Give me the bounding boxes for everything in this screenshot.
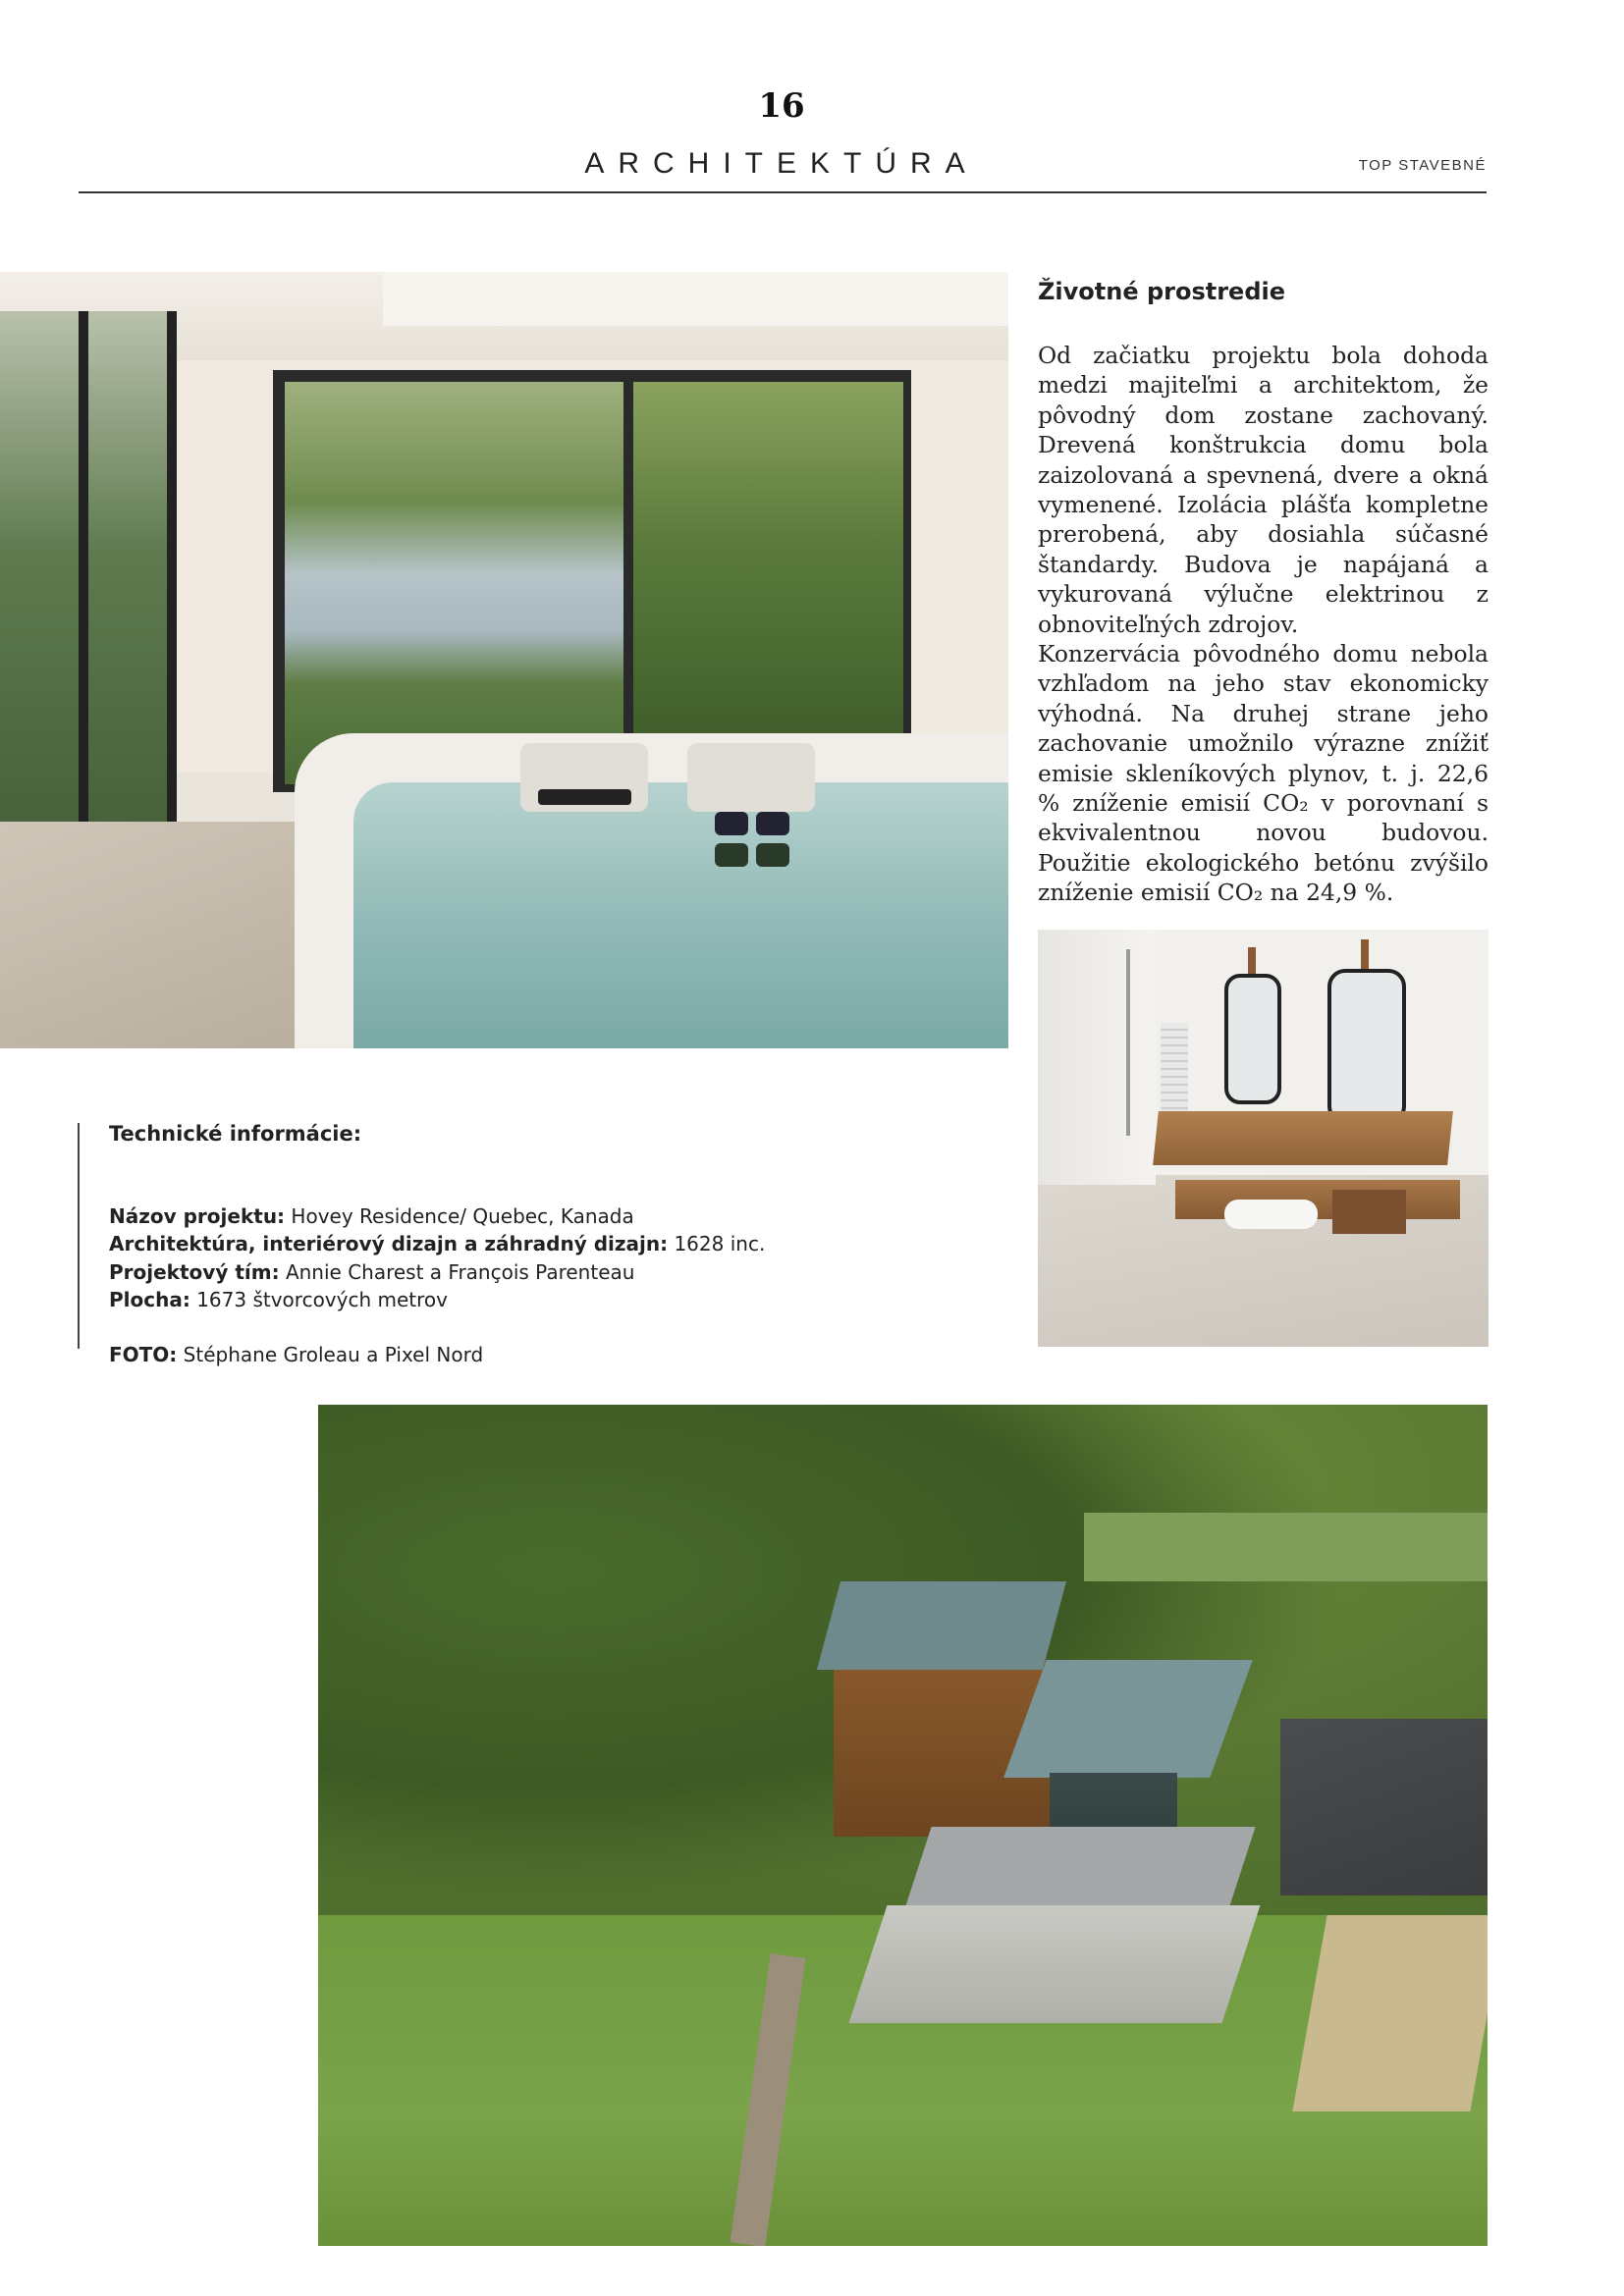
photo-jet bbox=[715, 812, 748, 835]
photo-window-pane-lake bbox=[285, 382, 623, 784]
bathroom-photo bbox=[1038, 930, 1489, 1347]
aerial-house-photo bbox=[318, 1405, 1488, 2246]
body-paragraph: Od začiatku projektu bola dohoda medzi majiteľmi a architektom, že pôvodný dom zostane zachovaný. Drevená konštrukcia domu bola zaizolovaná a spevnená, dvere a okná vymenené. Izolácia plášťa kompletne prerobená, aby dosiahla súčasné štandardy. Budova je napájaná a vykurovaná výlučne elektrinou z obnoviteľných zdrojov. bbox=[1038, 342, 1489, 638]
tech-info-value: Annie Charest a François Parenteau bbox=[285, 1259, 635, 1284]
photo-shower bbox=[1038, 930, 1156, 1185]
photo-credit bbox=[109, 1341, 765, 1368]
photo-towels bbox=[1224, 1200, 1318, 1229]
tech-info-label: Architektúra, interiérový dizajn a záhradný dizajn: bbox=[109, 1232, 669, 1256]
tech-info-row bbox=[109, 1230, 765, 1257]
hot-tub-photo bbox=[0, 272, 1008, 1048]
section-title: ARCHITEKTÚRA bbox=[584, 147, 979, 180]
tech-info-bar bbox=[78, 1123, 80, 1349]
photo-jet-grille bbox=[538, 789, 631, 805]
tech-info-value: Hovey Residence/ Quebec, Kanada bbox=[291, 1204, 634, 1229]
tech-info-label: Názov projektu: bbox=[109, 1204, 286, 1229]
photo-window-pane-trees bbox=[633, 382, 903, 784]
photo-mirror bbox=[1327, 969, 1406, 1124]
photo-headrest bbox=[687, 743, 815, 812]
photo-roof bbox=[817, 1581, 1066, 1670]
photo-mirror bbox=[1224, 974, 1281, 1104]
page-number: 16 bbox=[758, 86, 805, 126]
photo-shower-pipe bbox=[1126, 949, 1130, 1136]
photo-driveway bbox=[1280, 1719, 1488, 1896]
tech-info bbox=[109, 1120, 765, 1368]
tech-info-row bbox=[109, 1202, 765, 1230]
header-divider bbox=[79, 191, 1487, 193]
body-paragraph: Konzervácia pôvodného domu nebola vzhľadom na jeho stav ekonomicky výhodná. Na druhej strane jeho zachovanie umožnilo výrazne znížiť emisie skleníkových plynov, t. j. 22,6 % zníženie emisií CO₂ v porovnaní s ekvivalentnou novou budovou. Použitie ekologického betónu zvýšilo zníženie emisií CO₂ na 24,9 %. bbox=[1038, 640, 1489, 907]
photo-retaining-wall bbox=[849, 1905, 1261, 2023]
tech-info-row bbox=[109, 1286, 765, 1313]
tech-info-label: Projektový tím: bbox=[109, 1259, 280, 1284]
photo-tub-water bbox=[353, 782, 1008, 1048]
photo-roof bbox=[1003, 1660, 1253, 1778]
publication-name: TOP STAVEBNÉ bbox=[1358, 157, 1487, 174]
photo-credit-label: FOTO: bbox=[109, 1343, 178, 1367]
photo-field bbox=[1084, 1513, 1488, 1581]
photo-terrace bbox=[902, 1827, 1255, 1915]
photo-gravel bbox=[1292, 1915, 1488, 2111]
tech-info-value: 1628 inc. bbox=[674, 1232, 766, 1256]
photo-wood-vanity bbox=[1153, 1111, 1453, 1165]
photo-ceiling-panel bbox=[383, 272, 1008, 326]
sidebar-heading: Životné prostredie bbox=[1038, 278, 1286, 305]
photo-credit-value: Stéphane Groleau a Pixel Nord bbox=[183, 1343, 484, 1367]
photo-mirror-strap bbox=[1248, 947, 1256, 977]
photo-jet bbox=[756, 812, 789, 835]
photo-wood-shelf bbox=[1175, 1180, 1460, 1219]
photo-basket bbox=[1332, 1190, 1406, 1234]
photo-mirror-strap bbox=[1361, 939, 1369, 971]
tech-info-value: 1673 štvorcových metrov bbox=[196, 1287, 448, 1311]
tech-info-label: Plocha: bbox=[109, 1287, 190, 1311]
tech-info-row bbox=[109, 1258, 765, 1286]
photo-jet bbox=[715, 843, 748, 867]
tech-info-heading: Technické informácie: bbox=[109, 1122, 362, 1146]
photo-jet bbox=[756, 843, 789, 867]
